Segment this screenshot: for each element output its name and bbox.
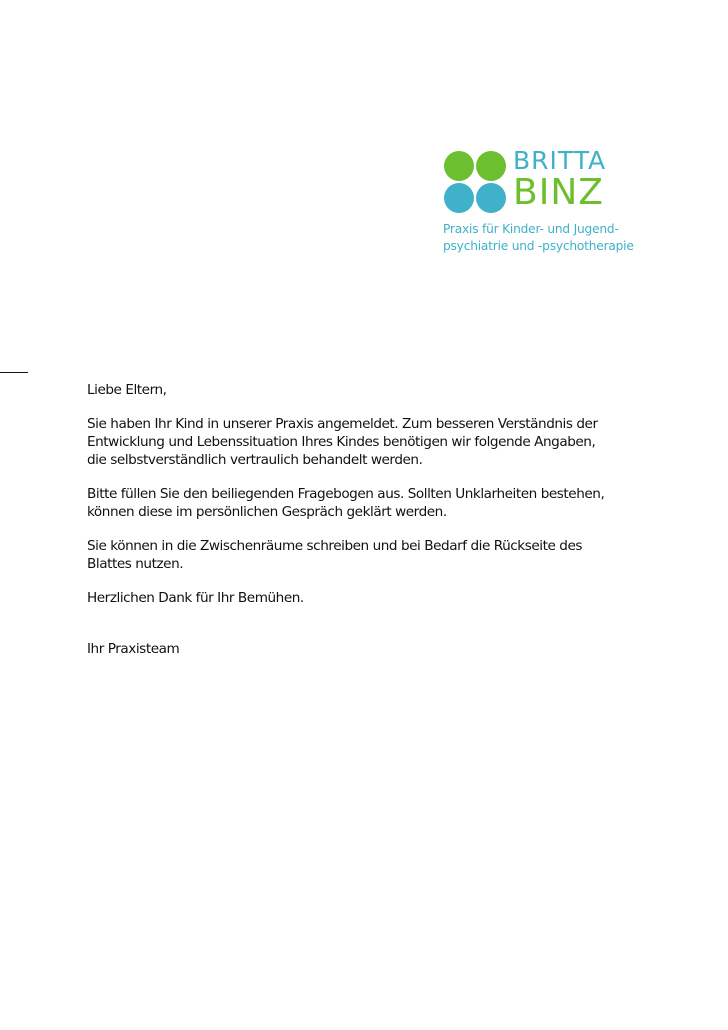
letter-body [87,381,647,658]
salutation: Liebe Eltern, [87,382,167,398]
paragraph-line: können diese im persönlichen Gespräch geklärt werden. [87,504,447,520]
clover-leaf-bottom-left [444,183,474,213]
clover-leaf-top-left [444,151,474,181]
paragraph-line: Bitte füllen Sie den beiliegenden Fragebogen aus. Sollten Unklarheiten bestehen, [87,486,605,502]
paragraph-line: die selbstverständlich vertraulich behandelt werden. [87,452,423,468]
clover-leaf-bottom-right [476,183,506,213]
clover-gap-vertical [474,150,476,214]
tagline-line: Praxis für Kinder- und Jugend- [443,222,619,236]
brand-name-last: BINZ [513,172,604,213]
paragraph-line: Blattes nutzen. [87,556,184,572]
brand-tagline [443,221,634,255]
clover-leaf-top-right [476,151,506,181]
clover-icon [444,150,508,214]
fold-mark [0,372,28,373]
signature: Ihr Praxisteam [87,641,180,657]
closing-thanks: Herzlichen Dank für Ihr Bemühen. [87,590,304,606]
brand-name-first: BRITTA [513,146,607,175]
paragraph-line: Entwicklung und Lebenssituation Ihres Kindes benötigen wir folgende Angaben, [87,434,596,450]
paragraph-line: Sie können in die Zwischenräume schreiben und bei Bedarf die Rückseite des [87,538,582,554]
tagline-line: psychiatrie und -psychotherapie [443,239,634,253]
practice-logo [440,146,640,256]
paragraph-line: Sie haben Ihr Kind in unserer Praxis angemeldet. Zum besseren Verständnis der [87,416,598,432]
